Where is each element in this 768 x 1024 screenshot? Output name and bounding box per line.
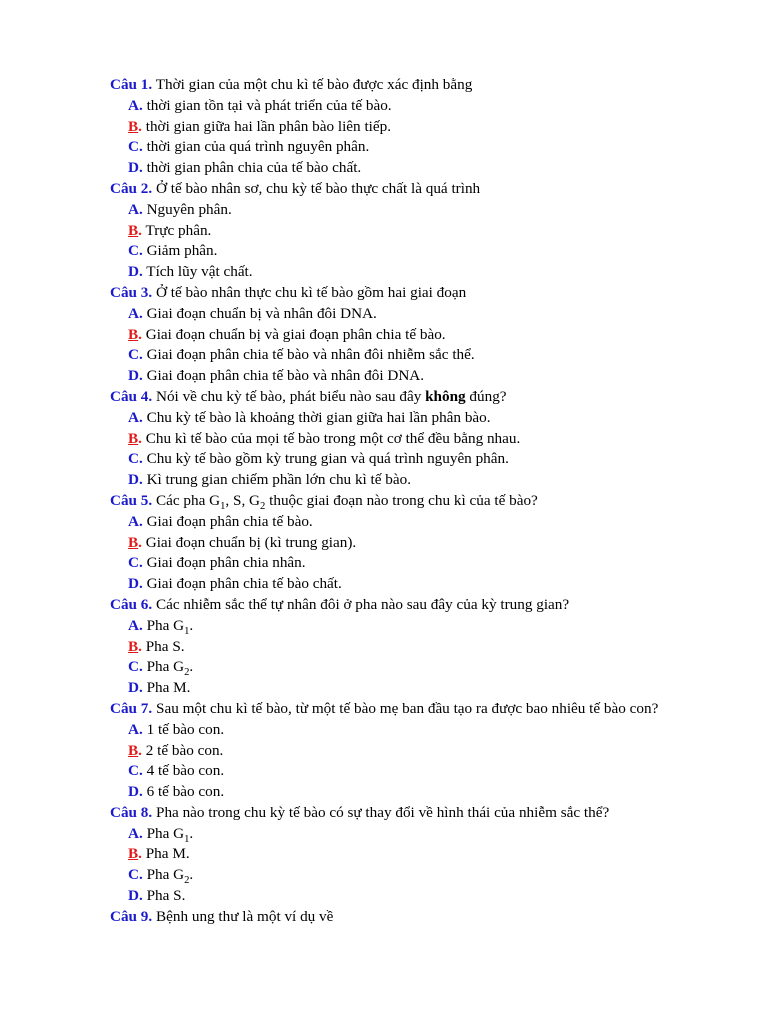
- option-letter-correct: B: [128, 741, 139, 759]
- option-text: Pha M.: [145, 845, 190, 863]
- option-letter: D.: [128, 263, 143, 281]
- question-label: Câu 8.: [110, 803, 153, 821]
- option-text: Nguyên phân.: [146, 200, 232, 218]
- subscript: 2: [184, 667, 190, 679]
- option-text: thời gian giữa hai lần phân bào liên tiếp.: [145, 117, 392, 135]
- subscript: 2: [260, 500, 266, 512]
- option-text: 2 tế bào con.: [145, 741, 224, 759]
- option-letter: C.: [128, 450, 143, 468]
- option-letter: C.: [128, 554, 143, 572]
- option-text: Pha S.: [145, 637, 185, 655]
- option-b: [128, 844, 712, 865]
- option-letter: C.: [128, 242, 143, 260]
- option-letter: C.: [128, 866, 143, 884]
- question-text: Sau một chu kì tế bào, từ một tế bào mẹ ban đầu tạo ra được bao nhiêu tế bào con?: [156, 699, 659, 717]
- option-text: Chu kỳ tế bào gồm kỳ trung gian và quá trình nguyên phân.: [146, 450, 509, 468]
- option-a: [128, 200, 712, 221]
- option-text: Giai đoạn chuẩn bị (kì trung gian).: [145, 533, 357, 551]
- question-text: Pha nào trong chu kỳ tế bào có sự thay đổi về hình thái của nhiễm sắc thể?: [156, 803, 610, 821]
- question-1: [110, 75, 712, 96]
- option-text: Pha G: [146, 824, 185, 842]
- option-b: [128, 741, 712, 762]
- option-c: [128, 345, 712, 366]
- emphasis: không: [425, 387, 466, 405]
- question-text: Các nhiễm sắc thể tự nhân đôi ở pha nào sau đây của kỳ trung gian?: [156, 595, 570, 613]
- option-text: Pha G: [146, 616, 185, 634]
- option-d: [128, 782, 712, 803]
- option-letter: C.: [128, 762, 143, 780]
- option-b: [128, 429, 712, 450]
- quiz-document: [110, 75, 712, 928]
- option-text: thời gian phân chia của tế bào chất.: [146, 159, 362, 177]
- option-text: Chu kỳ tế bào là khoảng thời gian giữa hai lần phân bào.: [146, 408, 491, 426]
- question-label: Câu 1.: [110, 76, 153, 93]
- option-d: [128, 886, 712, 907]
- option-d: [128, 262, 712, 283]
- option-d: [128, 158, 712, 179]
- option-letter-dot: .: [138, 221, 142, 239]
- option-letter: D.: [128, 887, 143, 905]
- option-text: Giai đoạn phân chia nhân.: [146, 554, 306, 572]
- question-4: [110, 387, 712, 408]
- question-7: [110, 699, 712, 720]
- option-letter-dot: .: [138, 533, 142, 551]
- option-text: Trực phân.: [145, 221, 212, 239]
- question-9: [110, 907, 712, 928]
- option-letter: A.: [128, 616, 143, 634]
- option-letter: A.: [128, 512, 143, 530]
- question-text: Ở tế bào nhân thực chu kì tế bào gồm hai giai đoạn: [156, 283, 467, 301]
- option-text: Pha S.: [146, 887, 186, 905]
- option-text-tail: .: [189, 866, 194, 884]
- option-d: [128, 470, 712, 491]
- option-d: [128, 574, 712, 595]
- option-letter: D.: [128, 783, 143, 801]
- question-text: Các pha G: [156, 491, 221, 509]
- question-label: Câu 2.: [110, 179, 153, 197]
- option-text-tail: .: [189, 824, 194, 842]
- option-letter: D.: [128, 159, 143, 177]
- question-2: [110, 179, 712, 200]
- option-letter: A.: [128, 304, 143, 322]
- option-letter-dot: .: [138, 845, 142, 863]
- option-letter: A.: [128, 720, 143, 738]
- option-d: [128, 678, 712, 699]
- option-text: Giai đoạn phân chia tế bào.: [146, 512, 313, 530]
- option-c: [128, 761, 712, 782]
- question-label: Câu 9.: [110, 907, 153, 925]
- option-text: Chu kì tế bào của mọi tế bào trong một cơ thể đều bằng nhau.: [145, 429, 521, 447]
- option-letter: C.: [128, 658, 143, 676]
- question-label: Câu 5.: [110, 491, 153, 509]
- option-text-tail: .: [189, 658, 194, 676]
- option-text: Giảm phân.: [146, 242, 218, 260]
- option-c: [128, 241, 712, 262]
- option-letter: A.: [128, 96, 143, 114]
- option-text: 4 tế bào con.: [146, 762, 225, 780]
- option-letter-correct: B: [128, 637, 139, 655]
- option-letter: D.: [128, 471, 143, 489]
- option-letter-correct: B: [128, 533, 139, 551]
- question-8: [110, 803, 712, 824]
- option-a: [128, 616, 712, 637]
- option-a: [128, 512, 712, 533]
- question-label: Câu 4.: [110, 387, 153, 405]
- option-b: [128, 533, 712, 554]
- option-letter: A.: [128, 408, 143, 426]
- option-b: [128, 325, 712, 346]
- option-text: Giai đoạn chuẩn bị và giai đoạn phân chia tế bào.: [145, 325, 446, 343]
- option-c: [128, 865, 712, 886]
- option-a: [128, 824, 712, 845]
- option-d: [128, 366, 712, 387]
- option-c: [128, 449, 712, 470]
- option-text: Giai đoạn phân chia tế bào chất.: [146, 575, 342, 593]
- option-text: Giai đoạn phân chia tế bào và nhân đôi nhiễm sắc thể.: [146, 346, 475, 364]
- question-text: Bệnh ung thư là một ví dụ về: [156, 907, 334, 925]
- subscript: 1: [184, 625, 190, 637]
- question-6: [110, 595, 712, 616]
- option-letter-dot: .: [138, 325, 142, 343]
- subscript: 1: [220, 500, 226, 512]
- option-letter-correct: B: [128, 221, 139, 239]
- question-label: Câu 7.: [110, 699, 153, 717]
- option-text: Pha G: [146, 866, 185, 884]
- question-text: Thời gian của một chu kì tế bào được xác định bằng: [155, 76, 473, 93]
- option-letter-dot: .: [138, 637, 142, 655]
- option-letter-dot: .: [138, 117, 142, 135]
- option-text: Giai đoạn chuẩn bị và nhân đôi DNA.: [146, 304, 377, 322]
- option-text: 1 tế bào con.: [146, 720, 225, 738]
- option-text: thời gian của quá trình nguyên phân.: [146, 138, 370, 156]
- option-letter: C.: [128, 138, 143, 156]
- option-text-tail: .: [189, 616, 194, 634]
- question-text: Ở tế bào nhân sơ, chu kỳ tế bào thực chất là quá trình: [156, 179, 481, 197]
- question-text: đúng?: [465, 387, 507, 405]
- option-letter-correct: B: [128, 325, 139, 343]
- option-letter-correct: B: [128, 845, 139, 863]
- option-b: [128, 637, 712, 658]
- option-text: Kì trung gian chiếm phần lớn chu kì tế bào.: [146, 471, 412, 489]
- question-label: Câu 3.: [110, 283, 153, 301]
- option-letter: C.: [128, 346, 143, 364]
- question-label: Câu 6.: [110, 595, 153, 613]
- question-text: , S, G: [225, 491, 261, 509]
- option-letter: D.: [128, 679, 143, 697]
- question-5: [110, 491, 712, 512]
- option-text: thời gian tồn tại và phát triển của tế bào.: [146, 96, 392, 114]
- option-letter: A.: [128, 824, 143, 842]
- option-c: [128, 657, 712, 678]
- option-a: [128, 408, 712, 429]
- option-text: Tích lũy vật chất.: [146, 263, 253, 281]
- option-letter: A.: [128, 200, 143, 218]
- question-text: Nói về chu kỳ tế bào, phát biểu nào sau đây: [156, 387, 426, 405]
- option-letter: D.: [128, 575, 143, 593]
- option-letter-correct: B: [128, 117, 139, 135]
- question-3: [110, 283, 712, 304]
- question-text: thuộc giai đoạn nào trong chu kì của tế bào?: [265, 491, 538, 509]
- option-letter: D.: [128, 367, 143, 385]
- option-letter-correct: B: [128, 429, 139, 447]
- option-b: [128, 117, 712, 138]
- option-text: 6 tế bào con.: [146, 783, 225, 801]
- option-text: Pha M.: [146, 679, 191, 697]
- option-letter-dot: .: [138, 741, 142, 759]
- option-letter-dot: .: [138, 429, 142, 447]
- option-c: [128, 137, 712, 158]
- subscript: 2: [184, 875, 190, 887]
- subscript: 1: [184, 833, 190, 845]
- option-text: Giai đoạn phân chia tế bào và nhân đôi DNA.: [146, 367, 425, 385]
- option-text: Pha G: [146, 658, 185, 676]
- option-a: [128, 304, 712, 325]
- option-b: [128, 221, 712, 242]
- option-c: [128, 553, 712, 574]
- option-a: [128, 96, 712, 117]
- option-a: [128, 720, 712, 741]
